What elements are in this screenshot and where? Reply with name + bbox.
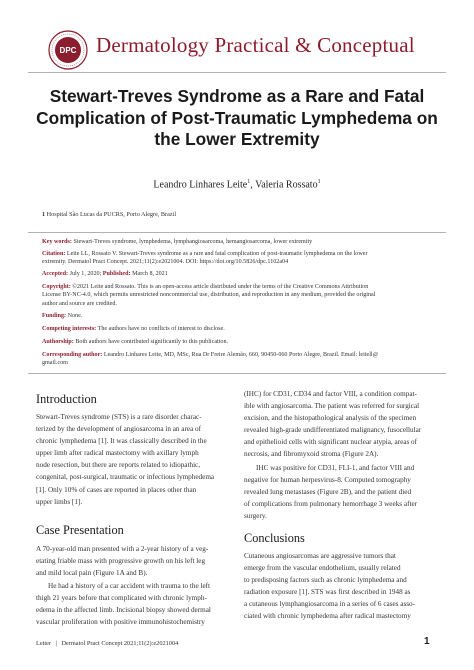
accepted-date: July 1, 2020;: [68, 271, 102, 277]
affiliation-number: 1: [42, 211, 46, 218]
text-line: a cutaneous lymphangiosarcoma in a series of 6 cases asso-: [244, 600, 416, 609]
author-name: Leandro Linhares Leite: [153, 179, 248, 191]
journal-title: Dermatology Practical & Conceptual: [96, 33, 415, 57]
text-line: ciated with chronic lymphedema after radical mastectomy: [244, 612, 411, 621]
text-line: A 70-year-old man presented with a 2-year history of a veg-: [36, 545, 209, 553]
text-line: congenital, post-surgical, traumatic or infectious lymphedema: [36, 473, 215, 482]
text-line: He had a history of a car accident with trauma to the left: [48, 582, 211, 590]
title-line: the Lower Extremity: [154, 129, 320, 149]
author-separator: ,: [250, 179, 256, 191]
author-list: [30, 179, 444, 190]
copyright-text: License BY-NC-4.0, which permits unrestricted noncommercial use, distribution, and reproduction in any medium, provided the original: [42, 292, 376, 299]
text-line: surgery.: [244, 512, 267, 521]
text-line: Cutaneous angiosarcomas are aggressive tumors that: [244, 552, 396, 560]
keywords: [42, 238, 432, 246]
competing-label: Competing interests:: [42, 326, 97, 332]
title-line: Complication of Post-Traumatic Lymphedema on: [36, 107, 438, 128]
text-line: of complications from pulmonary hemorrhage 3 weeks after: [244, 500, 418, 509]
authorship: [42, 338, 432, 346]
title-line: Stewart-Treves Syndrome as a Rare and Fatal: [49, 86, 425, 106]
text-line: and epithelioid cells with significant nuclear atypia, areas of: [244, 438, 418, 447]
author-affiliation-mark: 1: [317, 179, 321, 185]
text-line: emerge from the vascular endothelium, usually related: [244, 564, 401, 573]
footer-citation: Dermatol Pract Concept 2021;11(2):e2021004: [61, 640, 179, 647]
text-line: and mild local pain (Figure 1A and B).: [36, 569, 148, 578]
authorship-text: Both authors have contributed significantly to this publication.: [73, 339, 229, 345]
accepted-label: Accepted:: [42, 271, 69, 277]
corresponding-email: gmail.com: [42, 360, 68, 367]
text-line: necrosis, and fibromyxoid stroma (Figure 2A).: [244, 450, 379, 459]
keywords-label: Key words:: [42, 239, 72, 245]
corresponding-label: Corresponding author:: [42, 352, 103, 358]
corresponding-author: [42, 351, 432, 368]
text-line: thigh 21 years before that complicated with chronic lymph-: [36, 594, 207, 603]
citation-text: Leite LL, Rossato V. Stewart-Treves syndrome as a rare and fatal complication of post-traumatic lymphedema on the lower: [65, 251, 368, 257]
author-affiliation-mark: 1: [247, 179, 251, 185]
text-line: (IHC) for CD31, CD34 and factor VIII, a condition compat-: [244, 390, 417, 398]
text-line: terized by the development of angiosarcoma in an area of: [36, 425, 202, 434]
text-line: etating friable mass with progressive growth on his left leg: [36, 557, 206, 566]
case-paragraph-1: [36, 543, 232, 579]
published-date: March 8, 2021: [130, 271, 168, 277]
case-paragraph-4: [244, 462, 440, 522]
text-line: Stewart-Treves syndrome (STS) is a rare disorder charac-: [36, 413, 202, 421]
citation: [42, 250, 432, 267]
text-line: vascular proliferation with positive immunohistochemistry: [36, 618, 205, 627]
dates: [42, 270, 432, 278]
text-line: chronic lymphedema [1]. It was classically described in the: [36, 437, 207, 446]
affiliation: [42, 211, 176, 218]
footer-article-type: Letter: [36, 640, 52, 647]
competing-text: The authors have no conflicts of interest to disclose.: [96, 326, 225, 332]
text-line: revealed lung metastases (Figure 2B), and the patient died: [244, 488, 412, 497]
copyright-text: ©2021 Leite and Rossato. This is an open-access article distributed under the terms of the Creative Commons Attribution: [70, 284, 369, 290]
funding-label: Funding:: [42, 313, 67, 319]
text-line: [1]. Only 10% of cases are reported in places other than: [36, 485, 197, 494]
text-line: upper limb after radical mastectomy with axillary lymph: [36, 449, 199, 458]
text-line: node resection, but there are reports related to idiopathic,: [36, 461, 201, 470]
text-line: negative for human herpesvirus-8. Computed tomography: [244, 476, 411, 485]
logo-text: DPC: [59, 46, 77, 55]
introduction-paragraph: [36, 411, 232, 508]
text-line: ible with angiosarcoma. The patient was referred for surgical: [244, 402, 420, 411]
case-paragraph-3: [244, 388, 440, 461]
corresponding-text: Leandro Linhares Leite, MD, MSc, Rua Dr Freire Alemão, 660, 90450-060 Porto Alegre, Brazil. Email: leitell@: [102, 352, 379, 358]
conclusions-paragraph: [244, 550, 440, 623]
journal-logo-seal: [48, 30, 88, 70]
competing-interests: [42, 325, 432, 333]
keywords-text: Stewart-Treves syndrome, lymphedema, lymphangiosarcoma, hemangiosarcoma, lower extremity: [71, 239, 313, 245]
meta-top-divider: [28, 232, 446, 233]
meta-bottom-divider: [28, 373, 446, 374]
text-line: excision, and the histopathological analysis of the specimen: [244, 414, 417, 423]
text-line: revealed high-grade undifferentiated malignancy, fusocellular: [244, 426, 422, 435]
footer-separator: |: [55, 640, 57, 647]
copyright-text: author and source are credited.: [42, 300, 117, 307]
affiliation-text: Hospital São Lucas da PUCRS, Porto Alegre, Brazil: [45, 211, 177, 218]
header-divider: [28, 72, 446, 73]
funding-text: None.: [66, 313, 83, 319]
text-line: radiation exposure [1]. STS was first described in 1948 as: [244, 588, 411, 597]
page-number: 1: [424, 636, 430, 647]
case-paragraph-2: [36, 580, 232, 628]
text-line: edema in the affected limb. Incisional biopsy showed dermal: [36, 606, 211, 615]
section-heading-case-presentation: Case Presentation: [36, 523, 124, 537]
published-label: Published:: [101, 271, 131, 277]
text-line: to predisposing factors such as chronic lymphedema and: [244, 576, 407, 585]
authorship-label: Authorship:: [42, 339, 74, 345]
author-name: Valeria Rossato: [255, 179, 318, 191]
copyright: [42, 283, 432, 308]
section-heading-conclusions: Conclusions: [244, 531, 305, 545]
section-heading-introduction: Introduction: [36, 392, 97, 406]
copyright-label: Copyright:: [42, 284, 71, 290]
text-line: IHC was positive for CD31, FLI-1, and factor VIII and: [256, 464, 415, 472]
article-title: [30, 86, 444, 151]
funding: [42, 312, 432, 320]
citation-text: extremity. Dermatol Pract Concept. 2021;11(2):e2021004. DOI: https://doi.org/10.5826/dpc.1102a04: [42, 259, 289, 266]
citation-label: Citation:: [42, 251, 66, 257]
text-line: upper limbs [1].: [36, 497, 83, 506]
page-footer: [36, 640, 178, 647]
